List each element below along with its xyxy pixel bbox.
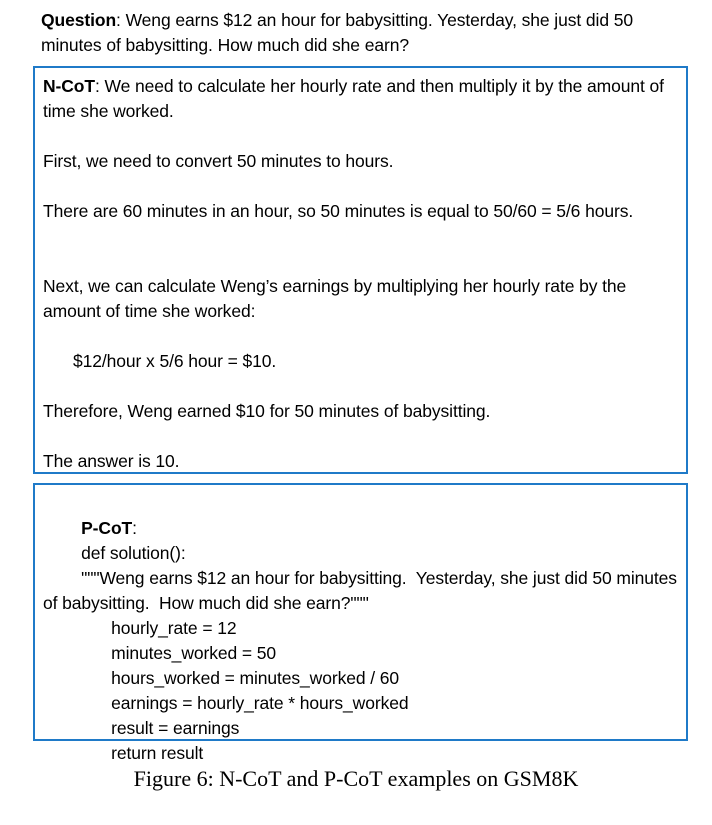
pcot-code-line-hourly-rate-text: hourly_rate = 12	[111, 618, 237, 638]
pcot-box-inner	[35, 485, 686, 763]
ncot-separator: :	[94, 76, 105, 96]
ncot-paragraph-4-text: Next, we can calculate Weng’s earnings by multiplying her hourly rate by the amount of time she worked:	[43, 276, 627, 321]
question-block	[41, 8, 689, 58]
ncot-final-answer	[43, 449, 683, 474]
ncot-label: N-CoT	[43, 76, 95, 96]
pcot-box	[33, 483, 688, 763]
ncot-paragraph-2-text: First, we need to convert 50 minutes to hours.	[43, 151, 394, 171]
pcot-code-line-result-text: result = earnings	[111, 718, 240, 738]
ncot-box-inner	[35, 68, 686, 472]
ncot-paragraph-1-text: We need to calculate her hourly rate and then multiply it by the amount of time she worked.	[43, 76, 664, 121]
ncot-paragraph-3-text: There are 60 minutes in an hour, so 50 minutes is equal to 50/60 = 5/6 hours.	[43, 201, 634, 221]
ncot-equation-text: $12/hour x 5/6 hour = $10.	[73, 351, 277, 371]
ncot-box	[33, 66, 688, 474]
pcot-code-line-minutes-worked-text: minutes_worked = 50	[111, 643, 277, 663]
pcot-code-line-docstring-text: """Weng earns $12 an hour for babysitting. Yesterday, she just did 50 minutes of babysitting. How much did she earn?"""	[43, 568, 682, 613]
ncot-equation	[73, 349, 683, 374]
ncot-final-answer-text: The answer is 10.	[43, 451, 180, 471]
ncot-conclusion	[43, 399, 683, 424]
pcot-separator: :	[132, 518, 137, 538]
ncot-conclusion-text: Therefore, Weng earned $10 for 50 minutes of babysitting.	[43, 401, 491, 421]
ncot-paragraph-3	[43, 199, 683, 224]
figure-caption: Figure 6: N-CoT and P-CoT examples on GSM8K	[133, 766, 579, 791]
pcot-code-line-earnings-text: earnings = hourly_rate * hours_worked	[111, 693, 409, 713]
question-label: Question	[41, 10, 117, 30]
pcot-code-line-hours-worked-text: hours_worked = minutes_worked / 60	[111, 668, 400, 688]
pcot-code-line-return-text: return result	[111, 743, 204, 763]
pcot-label: P-CoT	[81, 518, 133, 538]
question-text: Weng earns $12 an hour for babysitting. Yesterday, she just did 50 minutes of babysitting. How much did she earn?	[41, 10, 633, 55]
question-separator: :	[116, 10, 126, 30]
pcot-code-line-def-text: def solution():	[81, 543, 186, 563]
ncot-paragraph-2	[43, 149, 683, 174]
ncot-paragraph-4	[43, 274, 683, 324]
ncot-paragraph-1	[43, 74, 683, 124]
